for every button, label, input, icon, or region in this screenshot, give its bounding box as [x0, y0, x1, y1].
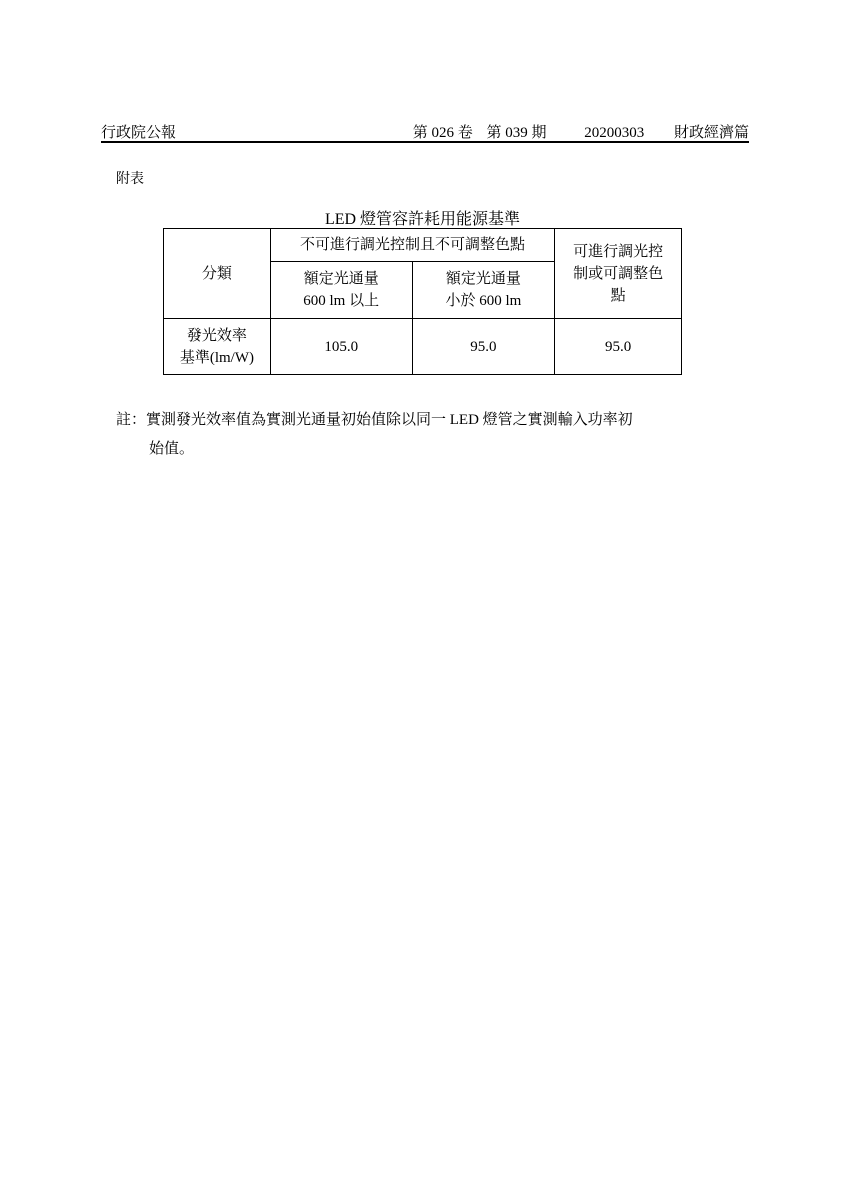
- value-low-flux: 95.0: [412, 319, 555, 375]
- adjustable-header-cell: 可進行調光控 制或可調整色 點: [555, 229, 682, 319]
- category-header-cell: [164, 229, 271, 319]
- issue-date: 20200303: [584, 125, 645, 141]
- value-high-flux: 105.0: [270, 319, 412, 375]
- table-title: LED 燈管容許耗用能源基準: [324, 211, 521, 228]
- category-header: 分類: [201, 265, 232, 282]
- appendix-label: 附表: [116, 172, 144, 187]
- publication-name: 行政院公報: [101, 125, 177, 141]
- issue-number: 第 039 期: [486, 125, 547, 141]
- volume-number: 第 026 卷: [412, 125, 473, 141]
- section-name: 財政經濟篇: [673, 125, 749, 141]
- efficacy-row-label: 發光效率 基準(lm/W): [164, 319, 271, 375]
- high-flux-header: 額定光通量 600 lm 以上: [270, 262, 412, 319]
- low-flux-header: 額定光通量 小於 600 lm: [412, 262, 555, 319]
- note-line-2: 始值。: [149, 441, 195, 457]
- energy-standard-table: [163, 228, 682, 375]
- table-note: [116, 406, 736, 464]
- note-line-1: 註：實測發光效率值為實測光通量初始值除以同一 LED 燈管之實測輸入功率初: [116, 412, 633, 428]
- non-adjustable-group-header: 不可進行調光控制且不可調整色點: [270, 229, 554, 262]
- value-adjustable: 95.0: [555, 319, 682, 375]
- header-divider: [101, 141, 749, 143]
- page-header: [101, 121, 749, 143]
- issue-info: [413, 121, 749, 142]
